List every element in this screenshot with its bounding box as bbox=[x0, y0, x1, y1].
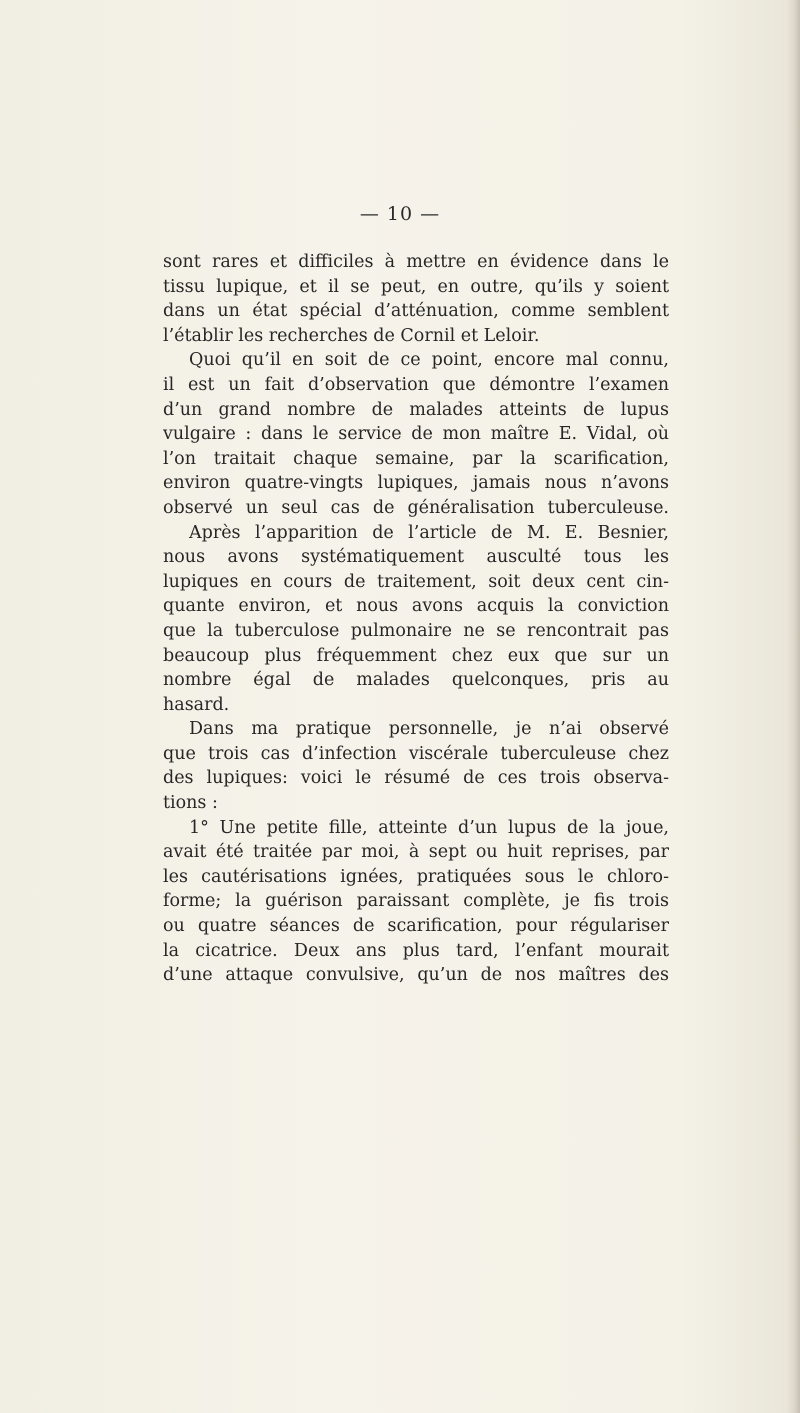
text-line: hasard. bbox=[163, 694, 230, 715]
text-line: l’établir les recherches de Cornil et Leloir. bbox=[163, 325, 540, 346]
text-line: que trois cas d’infection viscérale tuberculeuse chez bbox=[163, 743, 669, 764]
text-line: environ quatre-vingts lupiques, jamais nous n’avons bbox=[163, 473, 669, 494]
text-line: que la tuberculose pulmonaire ne se rencontrait pas bbox=[163, 620, 669, 641]
text-line: Quoi qu’il en soit de ce point, encore mal connu, bbox=[189, 350, 669, 371]
text-line: des lupiques: voici le résumé de ces trois observa- bbox=[163, 768, 669, 789]
body-text bbox=[163, 250, 669, 988]
text-line: observé un seul cas de généralisation tuberculeuse. bbox=[163, 497, 669, 518]
text-line: les cautérisations ignées, pratiquées sous le chloro- bbox=[163, 866, 669, 887]
text-line: nombre égal de malades quelconques, pris au bbox=[163, 670, 669, 691]
text-line: tissu lupique, et il se peut, en outre, qu’ils y soient bbox=[163, 276, 669, 297]
text-line: ou quatre séances de scarification, pour régulariser bbox=[163, 916, 669, 937]
page-number: — 10 — bbox=[359, 203, 441, 225]
text-line: quante environ, et nous avons acquis la conviction bbox=[163, 596, 669, 617]
text-line: lupiques en cours de traitement, soit deux cent cin- bbox=[163, 571, 669, 592]
text-line: beaucoup plus fréquemment chez eux que sur un bbox=[163, 645, 669, 666]
text-line: avait été traitée par moi, à sept ou huit reprises, par bbox=[163, 842, 669, 863]
text-line: Après l’apparition de l’article de M. E. Besnier, bbox=[189, 522, 669, 543]
text-line: il est un fait d’observation que démontre l’examen bbox=[163, 374, 669, 395]
text-line: l’on traitait chaque semaine, par la scarification, bbox=[163, 448, 669, 469]
text-line: forme; la guérison paraissant complète, je fis trois bbox=[163, 891, 669, 912]
text-line: dans un état spécial d’atténuation, comme semblent bbox=[163, 301, 669, 322]
text-line: la cicatrice. Deux ans plus tard, l’enfant mourait bbox=[163, 940, 669, 961]
text-line: d’un grand nombre de malades atteints de lupus bbox=[163, 399, 669, 420]
text-line: d’une attaque convulsive, qu’un de nos maîtres des bbox=[163, 965, 669, 986]
text-line: 1° Une petite fille, atteinte d’un lupus de la joue, bbox=[189, 817, 669, 838]
text-line: sont rares et difficiles à mettre en évidence dans le bbox=[163, 252, 669, 272]
text-line: Dans ma pratique personnelle, je n’ai observé bbox=[189, 719, 669, 740]
text-line: vulgaire : dans le service de mon maître E. Vidal, où bbox=[163, 424, 669, 445]
text-line: nous avons systématiquement ausculté tous les bbox=[163, 547, 669, 568]
text-line: tions : bbox=[163, 793, 218, 814]
